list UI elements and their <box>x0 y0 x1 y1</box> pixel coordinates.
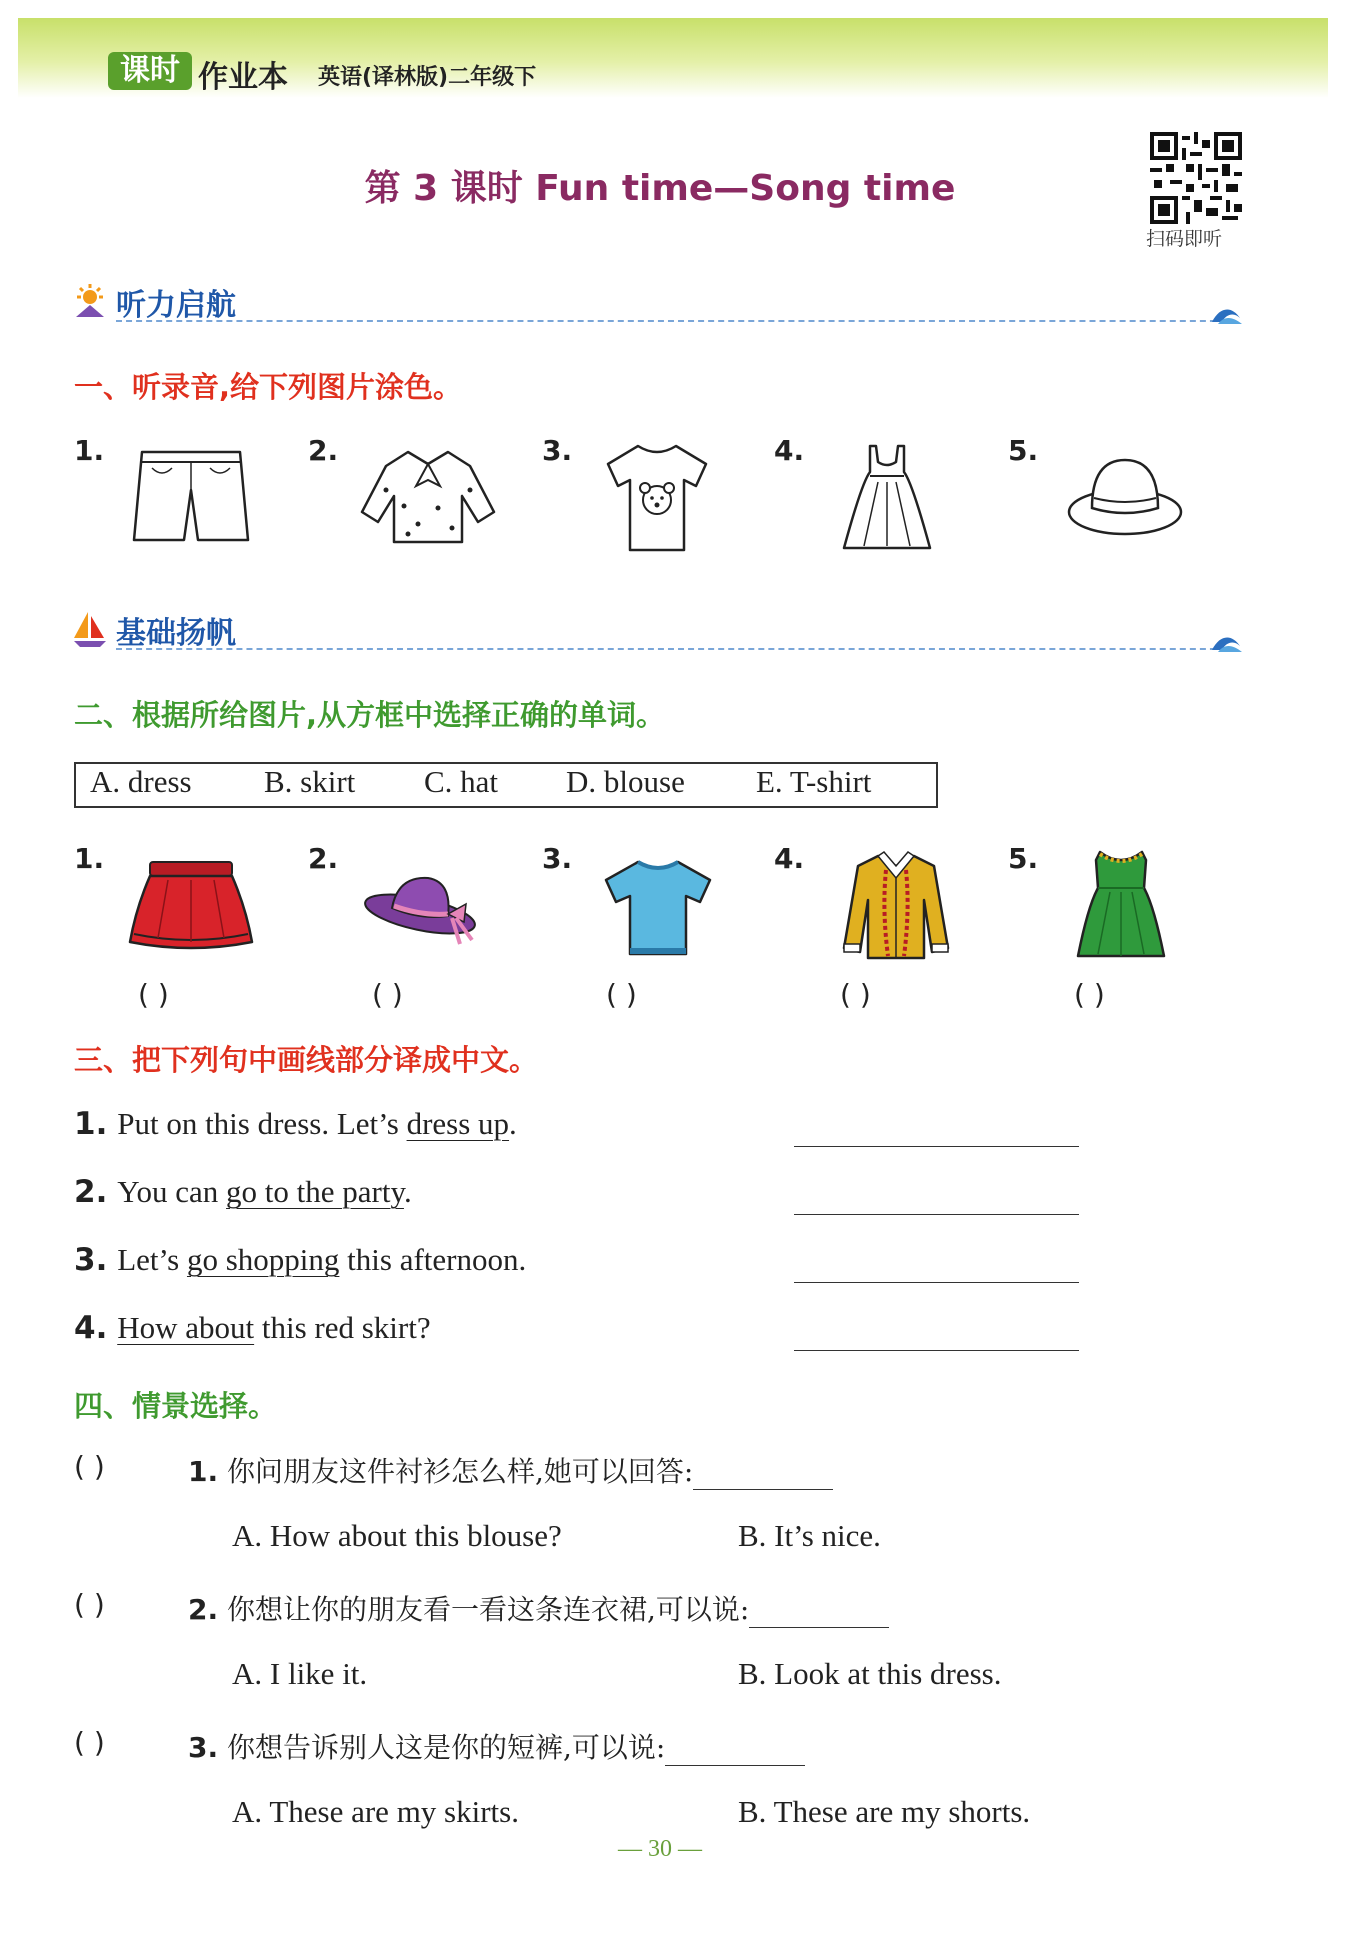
word-option-c: C. hat <box>424 764 499 799</box>
word-option-d: D. blouse <box>566 764 685 799</box>
q4-item-2-number: 2. <box>188 1593 219 1626</box>
q3-sentence-3: 3. Let’s go shopping this afternoon. <box>74 1242 527 1278</box>
q4-answer-2[interactable]: ( ) <box>74 1588 105 1621</box>
question-3-title: 三、把下列句中画线部分译成中文。 <box>74 1043 539 1077</box>
q3-sentence-3-text: Let’s <box>117 1242 187 1277</box>
sailboat-icon <box>72 610 108 648</box>
sun-house-icon <box>72 283 108 319</box>
shorts-icon <box>132 446 250 546</box>
q3-sentence-3-number: 3. <box>74 1242 108 1278</box>
q4-item-2 <box>188 1588 889 1628</box>
yellow-blouse-icon <box>836 850 956 964</box>
q2-item-2-number: 2. <box>308 842 339 875</box>
brand-logo: 课时 <box>108 52 192 90</box>
q4-answer-3[interactable]: ( ) <box>74 1726 105 1759</box>
blouse-icon <box>358 446 498 546</box>
q1-item-5-number: 5. <box>1008 434 1039 467</box>
q4-item-3-option-b[interactable]: B. These are my shorts. <box>738 1794 1031 1829</box>
q4-item-2-option-a[interactable]: A. I like it. <box>232 1656 368 1691</box>
q3-sentence-1-text: Put on this dress. Let’s <box>117 1106 407 1141</box>
green-dress-icon <box>1076 846 1166 964</box>
q1-item-1-number: 1. <box>74 434 105 467</box>
q3-sentence-2-text: You can <box>117 1174 227 1209</box>
section-basics-title: 基础扬帆 <box>116 616 236 651</box>
q1-item-3-number: 3. <box>542 434 573 467</box>
q2-item-1-number: 1. <box>74 842 105 875</box>
q2-answer-1[interactable]: ( ) <box>138 978 169 1011</box>
q4-item-3 <box>188 1726 805 1766</box>
q3-answer-line-1[interactable] <box>794 1146 1079 1147</box>
purple-hat-icon <box>362 870 486 950</box>
q4-item-3-option-a[interactable]: A. These are my skirts. <box>232 1794 519 1829</box>
word-option-e: E. T-shirt <box>756 764 872 799</box>
lesson-title: 第 3 课时 Fun time—Song time <box>364 168 956 209</box>
q3-answer-line-2[interactable] <box>794 1214 1079 1215</box>
section-listening-title: 听力启航 <box>116 288 236 323</box>
section-divider <box>116 320 1236 322</box>
qr-caption: 扫码即听 <box>1146 228 1223 250</box>
q4-item-1-option-b[interactable]: B. It’s nice. <box>738 1518 881 1553</box>
tshirt-icon <box>604 442 710 554</box>
q3-sentence-1-number: 1. <box>74 1106 108 1142</box>
q3-sentence-1: 1. Put on this dress. Let’s dress up. <box>74 1106 517 1142</box>
q3-sentence-2: 2. You can go to the party. <box>74 1174 412 1210</box>
q4-blank-2[interactable] <box>749 1601 889 1628</box>
red-skirt-icon <box>128 858 254 954</box>
q2-answer-4[interactable]: ( ) <box>840 978 871 1011</box>
q4-item-1 <box>188 1450 833 1490</box>
q1-item-4-number: 4. <box>774 434 805 467</box>
q2-answer-2[interactable]: ( ) <box>372 978 403 1011</box>
word-option-a: A. dress <box>90 764 192 799</box>
q4-item-1-number: 1. <box>188 1455 219 1488</box>
question-1-title: 一、听录音,给下列图片涂色。 <box>74 370 463 404</box>
q3-sentence-4: 4. How about this red skirt? <box>74 1310 431 1346</box>
q1-item-2-number: 2. <box>308 434 339 467</box>
question-2-title: 二、根据所给图片,从方框中选择正确的单词。 <box>74 698 666 732</box>
q4-blank-1[interactable] <box>693 1463 833 1490</box>
q2-item-3-number: 3. <box>542 842 573 875</box>
q4-item-3-text: 你想告诉别人这是你的短裤,可以说: <box>227 1731 666 1764</box>
q3-sentence-4-underlined: How about <box>117 1310 255 1345</box>
brand-name: 作业本 <box>198 60 288 95</box>
q3-sentence-1-underlined: dress up <box>406 1106 510 1141</box>
wave-icon <box>1210 302 1244 326</box>
section-divider <box>116 648 1236 650</box>
q3-sentence-3-underlined: go shopping <box>186 1242 340 1277</box>
word-option-b: B. skirt <box>264 764 356 799</box>
dress-icon <box>842 442 932 554</box>
wave-icon <box>1210 630 1244 654</box>
hat-icon <box>1066 456 1184 538</box>
q4-item-2-text: 你想让你的朋友看一看这条连衣裙,可以说: <box>227 1593 750 1626</box>
q3-sentence-2-number: 2. <box>74 1174 108 1210</box>
q2-item-5-number: 5. <box>1008 842 1039 875</box>
q2-item-4-number: 4. <box>774 842 805 875</box>
q4-item-2-option-b[interactable]: B. Look at this dress. <box>738 1656 1002 1691</box>
blue-tshirt-icon <box>602 858 714 958</box>
question-4-title: 四、情景选择。 <box>74 1389 278 1423</box>
q3-answer-line-3[interactable] <box>794 1282 1079 1283</box>
q2-answer-3[interactable]: ( ) <box>606 978 637 1011</box>
q4-blank-3[interactable] <box>665 1739 805 1766</box>
qr-code-icon[interactable] <box>1150 132 1242 224</box>
q4-answer-1[interactable]: ( ) <box>74 1450 105 1483</box>
page-number: — 30 — <box>618 1836 702 1862</box>
q3-sentence-2-underlined: go to the party <box>226 1174 404 1209</box>
q4-item-3-number: 3. <box>188 1731 219 1764</box>
book-title: 英语(译林版)二年级下 <box>318 65 537 90</box>
q4-item-1-option-a[interactable]: A. How about this blouse? <box>232 1518 562 1553</box>
q4-item-1-text: 你问朋友这件衬衫怎么样,她可以回答: <box>227 1455 694 1488</box>
q3-answer-line-4[interactable] <box>794 1350 1079 1351</box>
q2-answer-5[interactable]: ( ) <box>1074 978 1105 1011</box>
q3-sentence-4-number: 4. <box>74 1310 108 1346</box>
